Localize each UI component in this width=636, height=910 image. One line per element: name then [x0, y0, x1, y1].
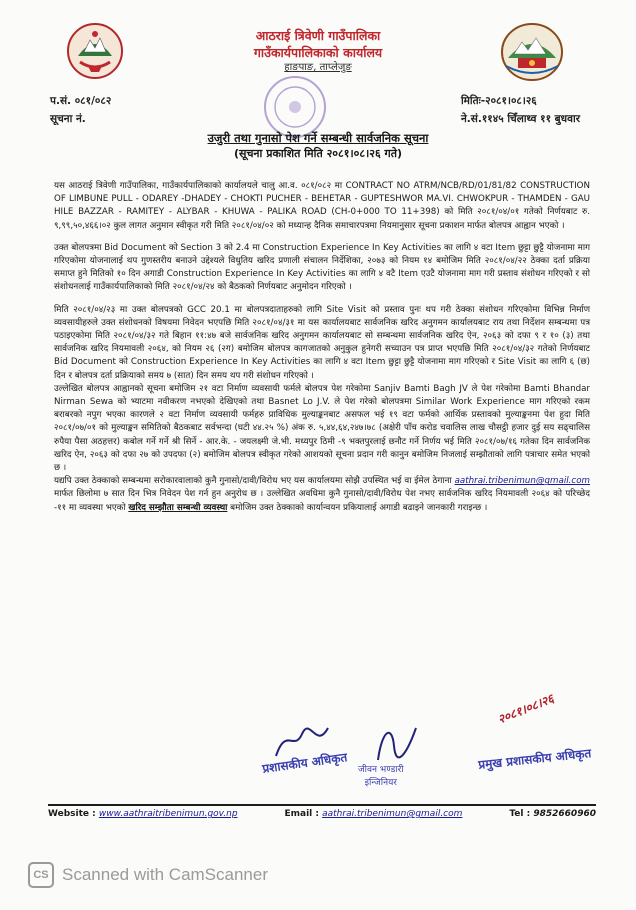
reference-left — [50, 92, 111, 128]
letterhead — [190, 28, 446, 75]
website-label: Website : — [48, 809, 96, 819]
chief-admin-officer-stamp: प्रमुख प्रशासकीय अधिकृत — [477, 746, 592, 772]
camscanner-logo-icon: CS — [28, 862, 54, 888]
notice-heading: उजुरी तथा गुनासो पेश गर्ने सम्बन्धी सार्वजनिक सूचना — [207, 131, 429, 145]
paragraph-3: मिति २०८१/०४/२३ मा उक्त बोलपत्रको GCC 20.1 मा बोलपत्रदाताहरुको लागि Site Visit को प्रस्ताव पुनः थप गरी ठेक्का संशोधन गरिएकोमा विभिन्न निर्माण व्यवसायीहरुले उक्त संशोधनको विषयमा निवेदन भएपछि मिति २०८१/०४/३१ मा यस कार्यालयबाट सार्वजनिक खरिद अनुगमन कार्यालयबाट राय तथा निर्देशन सम्बन्धमा पत्र पठाइएकोमा मिति २०८१/०४/३२ गते बिहान ११:४७ बजे सार्वजनिक खरिद अनुगमन कार्यालयबाट सो सम्बन्धमा सार्वजनिक खरिद ऐन, २०६३ को दफा ९ र १० (३) तथा सार्वजनिक खरिद नियमावली २०६४, को नियम २६ (२ग) बमोजिम बोलपत्र कागजातको अनुकुल हुनेगरी सच्याउन पत्र प्राप्त भएपछि मिति २०८१/०४/३२ गतेको निर्णयबाट Bid Document को Construction Experience In Key Activities का लागि ४ वटा Item छुट्टा छुट्टै योजनामा माग गरिएको र Site Visit का लागि ६ (छ) दिन र बोलपत्र दर्ता प्रक्रियाको समय ७ (सात) दिन समय थप गरी संशोधन गरिएको । — [54, 304, 590, 381]
office-location: हाङपाङ, ताप्लेजुङ — [284, 62, 352, 73]
office-name: गाउँकार्यपालिकाको कार्यालय — [253, 45, 383, 60]
reference-right — [461, 92, 580, 128]
footer — [48, 804, 596, 819]
email-link[interactable]: aathrai.tribenimun@gmail.com — [322, 809, 463, 819]
notice-title — [0, 130, 636, 162]
paragraph-5-start: यद्यपि उक्त ठेक्काको सम्बन्धमा सरोकारवालाको कुनै गुनासो/दावी/विरोध भए यस कार्यालयमा सोझै उपस्थित भई वा ईमेल ठेगाना — [54, 476, 452, 487]
engineer-name: जीवन भण्डारी — [358, 765, 404, 775]
tel-value: 9852660960 — [533, 809, 596, 819]
contact-email-link[interactable]: aathrai.tribenimun@gmail.com — [454, 476, 590, 487]
email-label: Email : — [284, 809, 319, 819]
footer-website — [48, 809, 238, 819]
admin-officer-stamp: प्रशासकीय अधिकृत — [261, 750, 349, 776]
paragraph-5-end: बमोजिम उक्त ठेक्काको कार्यान्वयन प्रकियालाई अगाडी बढाइने जानकारी गराइन्छ । — [230, 502, 488, 513]
camscanner-text: Scanned with CamScanner — [62, 865, 269, 884]
paragraph-4: उल्लेखित बोलपत्र आह्वानको सूचना बमोजिम २१ वटा निर्माण व्यवसायी फर्मले बोलपत्र पेश गरेकोमा Sanjiv Bamti Bagh JV ले पेश गरेकोमा Bamti Bhandar Nirman Sewa को भ्याटमा नवीकरण नभएको देखिएको तथा Basnet Lo J.V. ले पेश गरेको बोलपत्रमा Similar Work Experience माग गरिएको रकम बराबरको नपुग भएका कारणले २ वटा निर्माण व्यवसायी फर्महरु प्राविधिक मुल्याङ्कनबाट असफल भई १९ वटा फर्मको आर्थिक प्रस्तावको मुल्याङ्कनमा पेश हुदा मिति २०८१/०७/०१ को मुल्याङ्कन समितिको बैठकबाट सर्वभन्दा (घटी ४४.२५ %) अंक रु. ५,४४,६४,२४७।७८ (अक्षेरी पाँच करोड चवालिस लाख चौसट्ठी हजार दुई सय सढ्चालिस रुपैया पैसा अठहत्तर) कबोल गर्ने गर्ने श्री सिर्ने - आर.के. - जयलक्ष्मी जे.भी. मध्यपुर ठिमी -९ भक्तपुरलाई छनौट गर्ने निर्णय भई मिति २०८१/०७/१६ गतेका दिन सार्वजनिक खरिद ऐन, २०६३ को दफा २७ को उपदफा (२) बमोजिम बोलपत्र स्वीकृत गरेको आशयको सूचना प्रदान गरी कानुन बमोजिम निजलाई सम्झौताको लागि पत्राचार समेत भएको छ । — [54, 383, 590, 474]
engineer-title: इन्जिनियर — [364, 778, 397, 788]
notice-subheading: (सूचना प्रकाशित मिति २०८१।०८।२६ गते) — [233, 147, 402, 160]
paragraph-2: उक्त बोलपत्रमा Bid Document को Section 3 को 2.4 मा Construction Experience In Key Activities का लागि ४ वटा Item छुट्टा छुट्टै योजनामा माग गरिएकोमा योजनालाई थप गुणस्तरीय बनाउने उद्देश्यले विधुतिय खरिद प्रणाली संचालन निर्देशिका, २०७३ को नियम १४ बमोजिम मिति २०८१/०४/२२ ठेक्का दर्ता प्रक्रिया समाप्त हुने मितिको १० दिन अगाडी Construction Experience In Key Activities का लागि ४ वटै Item एउटै योजनामा माग गरी प्रस्ताव संशोधन गरिएको र सो संशोधनलाई गाउँकार्यपालिकाको मिति २०८१/०४/२४ को बैठकको निर्णयबाट अनुमोदन गरिएको । — [54, 242, 590, 293]
notice-date: मितिः-२०८१।०८।२६ — [460, 95, 537, 107]
paragraph-5 — [54, 475, 590, 515]
paragraph-1: यस आठराई त्रिवेणी गाउँपालिका, गाउँकार्यपालिकाको कार्यालयले चालु आ.व. ०८१/०८२ मा CONTRACT NO ATRM/NCB/RD/01/81/82 CONSTRUCTION OF LIMBUNE PULL - ODAREY -DHADEY - CHOKTI PUCHER - BEHETAR - GUPTESHWOR MA.VI. CHWOKPUR - THAMDEN - GAU HILE BAZZAR - RAMITEY - ALYBAR - KHUWA - PALIKA ROAD (CH-0+000 TO 11+398) को मिति २०८१/०४/०१ गतेको निर्णयबाट रु. ९,९९,५०,४६६।०२ कुल लागत अनुमान स्वीकृत गरी मिति २०८१/०४/०२ को मध्यान्ह दैनिक समाचारपत्रमा नियमानुसार सूचना प्रकाशन मार्फत बोलपत्र आह्वान भएको । — [54, 181, 590, 231]
footer-email — [284, 809, 462, 819]
notice-body — [54, 180, 590, 515]
notice-number: सूचना नं. — [50, 113, 86, 125]
nepal-emblem-icon — [66, 22, 124, 80]
municipality-logo-icon — [500, 22, 564, 82]
engineer-stamp — [358, 764, 404, 790]
nepal-sambat-date: ने.सं.११४५ चिँलाथ्व ११ बुधवार — [460, 113, 580, 125]
letter-number: प.सं. ०८१/०८२ — [50, 95, 112, 107]
signature-engineer-icon — [372, 720, 422, 764]
paragraph-5-underlined: खरिद सम्झौता सम्बन्धी व्यवस्था — [128, 502, 228, 513]
footer-tel — [509, 809, 596, 819]
website-link[interactable]: www.aathraitribenimun.gov.np — [98, 809, 238, 819]
handwritten-date: २०८१।०८।२६ — [495, 691, 556, 727]
paragraph-5-middle: मार्फत छिलोमा ७ सात दिन भित्र निवेदन पेश गर्न हुन अनुरोध छ । उल्लेखित अवधिमा कुनै गुनासो/दावी/विरोध पेश नभए सार्वजनिक खरिद नियमावली २०६४ को परिच्छेद -११ मा व्यवस्था भएको — [54, 489, 590, 513]
tel-label: Tel : — [509, 809, 531, 819]
camscanner-watermark — [28, 862, 268, 888]
municipality-name: आठराई त्रिवेणी गाउँपालिका — [255, 28, 381, 43]
